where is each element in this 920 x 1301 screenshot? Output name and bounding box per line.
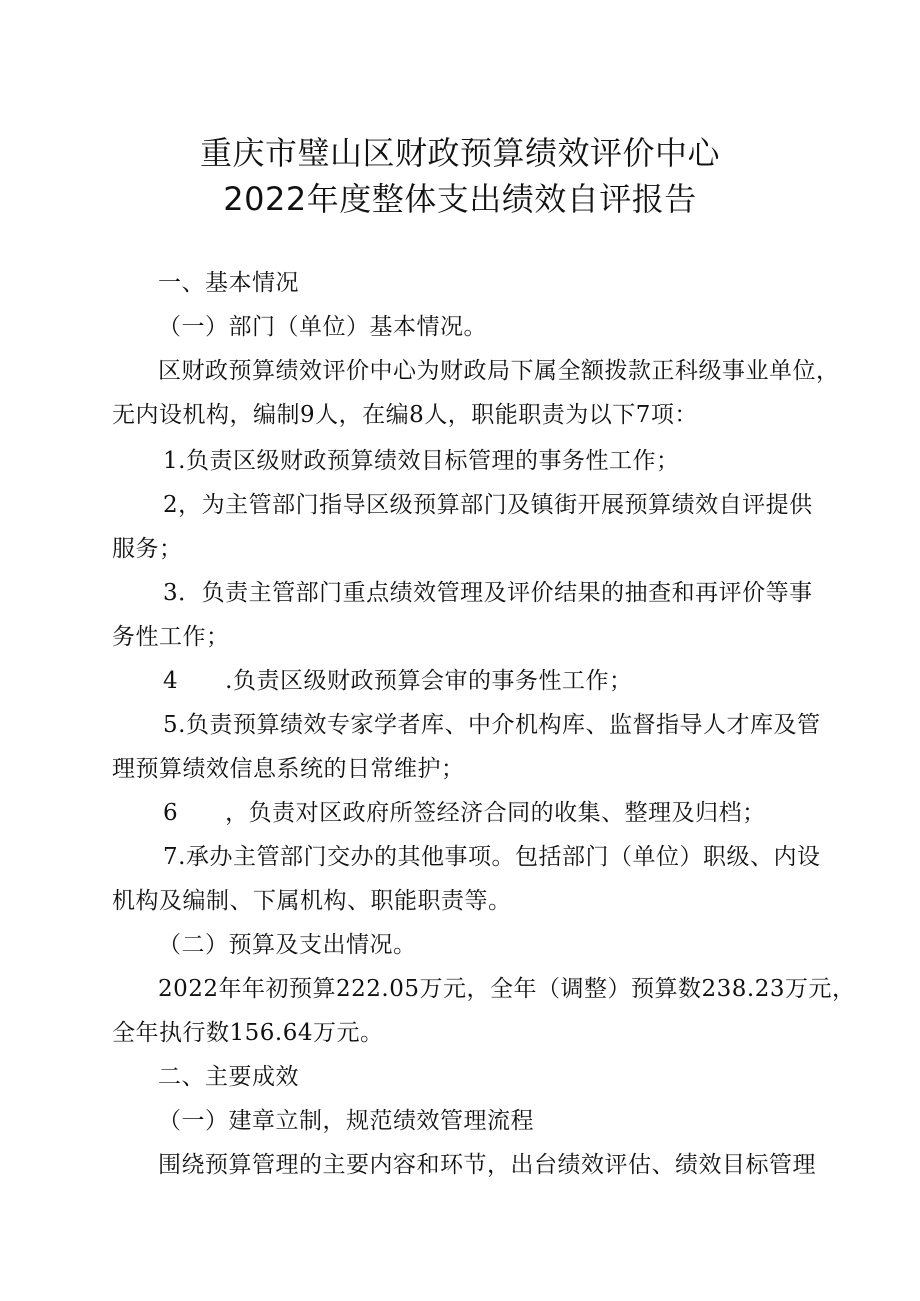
subsection-heading-budget: （二）预算及支出情况。 (158, 932, 417, 958)
list-item-4: 4 .负责区级财政预算会审的事务性工作； (163, 668, 633, 694)
list-item-5-cont: 理预算绩效信息系统的日常维护； (112, 756, 465, 782)
subsection-heading-dept-info: （一）部门（单位）基本情况。 (158, 314, 487, 340)
document-title-line-2: 2022年度整体支出绩效自评报告 (223, 180, 697, 218)
list-item-5: 5.负责预算绩效专家学者库、中介机构库、监督指导人才库及管 (163, 712, 821, 738)
section-heading-basic-info: 一、基本情况 (158, 270, 299, 296)
list-item-3-cont: 务性工作； (112, 624, 230, 650)
paragraph-line: 全年执行数156.64万元。 (112, 1020, 384, 1046)
list-item-6: 6 ，负责对区政府所签经济合同的收集、整理及归档； (163, 800, 766, 826)
paragraph-line: 区财政预算绩效评价中心为财政局下属全额拨款正科级事业单位， (158, 358, 840, 384)
list-item-2: 2，为主管部门指导区级预算部门及镇街开展预算绩效自评提供 (163, 492, 813, 518)
subsection-heading-regulations: （一）建章立制，规范绩效管理流程 (158, 1108, 534, 1134)
list-item-3: 3．负责主管部门重点绩效管理及评价结果的抽查和再评价等事 (163, 580, 813, 606)
paragraph-line: 2022年年初预算222.05万元，全年（调整）预算数238.23万元， (158, 976, 856, 1002)
list-item-1: 1.负责区级财政预算绩效目标管理的事务性工作； (163, 448, 680, 474)
paragraph-line: 围绕预算管理的主要内容和环节，出台绩效评估、绩效目标管理 (158, 1152, 816, 1178)
document-title-line-1: 重庆市璧山区财政预算绩效评价中心 (199, 134, 720, 172)
list-item-7: 7.承办主管部门交办的其他事项。包括部门（单位）职级、内设 (163, 844, 821, 870)
list-item-7-cont: 机构及编制、下属机构、职能职责等。 (112, 888, 512, 914)
section-heading-achievements: 二、主要成效 (158, 1064, 299, 1090)
list-item-2-cont: 服务； (112, 536, 183, 562)
paragraph-line: 无内设机构，编制9人，在编8人，职能职责为以下7项： (112, 402, 698, 428)
